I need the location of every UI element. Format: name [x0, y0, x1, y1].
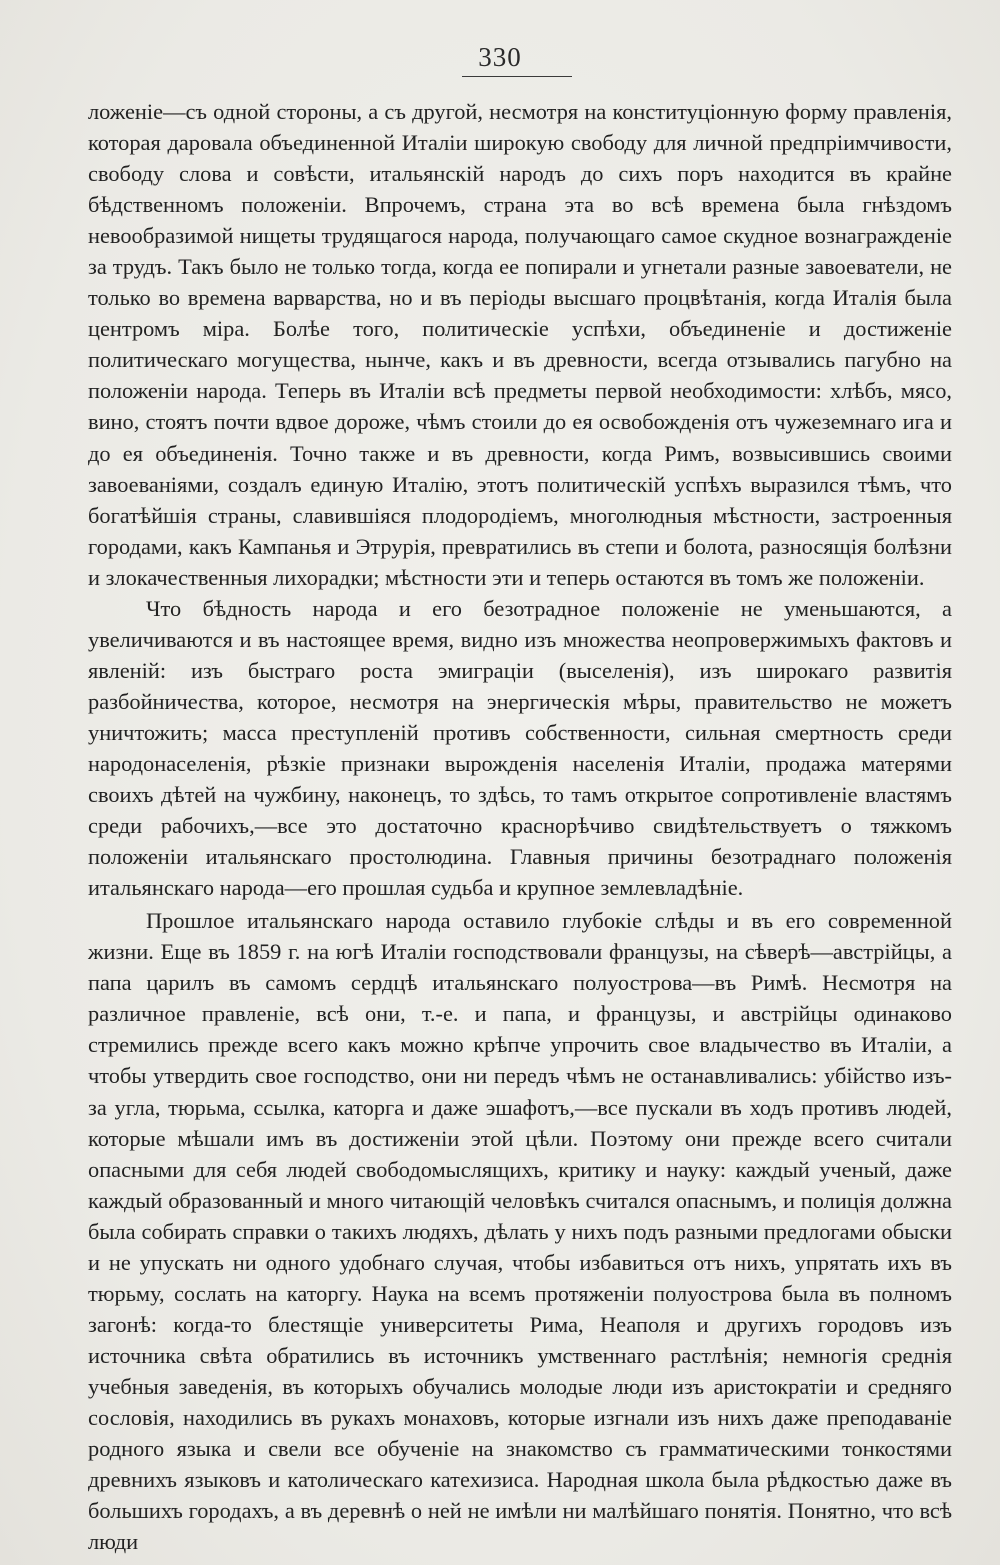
page-number: 330 — [478, 42, 522, 72]
body-text — [88, 96, 952, 1557]
paragraph-1: ложеніе—съ одной стороны, а съ другой, несмотря на конституціонную форму правленія, которая даровала объединенной Италіи широкую свободу для личной предпріимчивости, свободу слова и совѣсти, итальянскій народъ до сихъ поръ находится въ крайне бѣдственномъ положеніи. Впрочемъ, страна эта во всѣ времена была гнѣздомъ невообразимой нищеты трудящагося народа, получающаго самое скудное вознагражденіе за трудъ. Такъ было не только тогда, когда ее попирали и угнетали разные завоеватели, не только во времена варварства, но и въ періоды высшаго процвѣтанія, когда Италія была центромъ міра. Болѣе того, политическіе успѣхи, объединеніе и достиженіе политическаго могущества, нынче, какъ и въ древности, всегда отзывались пагубно на положеніи народа. Теперь въ Италіи всѣ предметы первой необходимости: хлѣбъ, мясо, вино, стоятъ почти вдвое дороже, чѣмъ стоили до ея освобожденія отъ чужеземнаго ига и до ея объединенія. Точно также и въ древности, когда Римъ, возвысившись своими завоеваніями, создалъ единую Италію, этотъ политическій успѣхъ выразился тѣмъ, что богатѣйшія страны, славившіяся плодородіемъ, многолюдныя мѣстности, застроенныя городами, какъ Кампанья и Этрурія, превратились въ степи и болота, разносящія болѣзни и злокачественныя лихорадки; мѣстности эти и теперь остаются въ томъ же положеніи. — [88, 99, 952, 590]
page-number-rule — [462, 76, 572, 77]
paragraph-3: Прошлое итальянскаго народа оставило глубокіе слѣды и въ его современной жизни. Еще въ 1859 г. на югѣ Италіи господствовали французы, на сѣверѣ—австрійцы, а папа царилъ въ самомъ сердцѣ итальянскаго полуострова—въ Римѣ. Несмотря на различное правленіе, всѣ они, т.-е. и папа, и французы, и австрійцы одинаково стремились прежде всего какъ можно крѣпче упрочить свое владычество въ Италіи, а чтобы утвердить свое господство, они ни передъ чѣмъ не останавливались: убійство изъ-за угла, тюрьма, ссылка, каторга и даже эшафотъ,—все пускали въ ходъ противъ людей, которые мѣшали имъ въ достиженіи этой цѣли. Поэтому они прежде всего считали опасными для себя людей свободомыслящихъ, критику и науку: каждый ученый, даже каждый образованный и много читающій человѣкъ считался опаснымъ, и полиція должна была собирать справки о такихъ людяхъ, дѣлать у нихъ подъ разными предлогами обыски и не упускать ни одного удобнаго случая, чтобы избавиться отъ нихъ, упрятать ихъ въ тюрьму, сослать на каторгу. Наука на всемъ протяженіи полуострова была въ полномъ загонѣ: когда-то блестящіе университеты Рима, Неаполя и другихъ городовъ изъ источника свѣта обратились въ источникъ умственнаго растлѣнія; немногія среднія учебныя заведенія, въ которыхъ обучались молодые люди изъ аристократіи и средняго сословія, находились въ рукахъ монаховъ, которые изгнали изъ нихъ даже преподаваніе родного языка и свели все обученіе на знакомство съ грамматическими тонкостями древнихъ языковъ и католическаго катехизиса. Народная школа была рѣдкостью даже въ большихъ городахъ, а въ деревнѣ о ней не имѣли ни малѣйшаго понятія. Понятно, что всѣ люди — [88, 908, 952, 1555]
paragraph-2: Что бѣдность народа и его безотрадное положеніе не уменьшаются, а увеличиваются и въ настоящее время, видно изъ множества неопровержимыхъ фактовъ и явленій: изъ быстраго роста эмиграціи (выселенія), изъ широкаго развитія разбойничества, которое, несмотря на энергическія мѣры, правительство не можетъ уничтожить; масса преступленій противъ собственности, сильная смертность среди народонаселенія, рѣзкіе признаки вырожденія населенія Италіи, продажа матерями своихъ дѣтей на чужбину, наконецъ, то здѣсь, то тамъ открытое сопротивленіе властямъ среди рабочихъ,—все это достаточно краснорѣчиво свидѣтельствуетъ о тяжкомъ положеніи итальянскаго простолюдина. Главныя причины безотраднаго положенія итальянскаго народа—его прошлая судьба и крупное землевладѣніе. — [88, 595, 952, 901]
